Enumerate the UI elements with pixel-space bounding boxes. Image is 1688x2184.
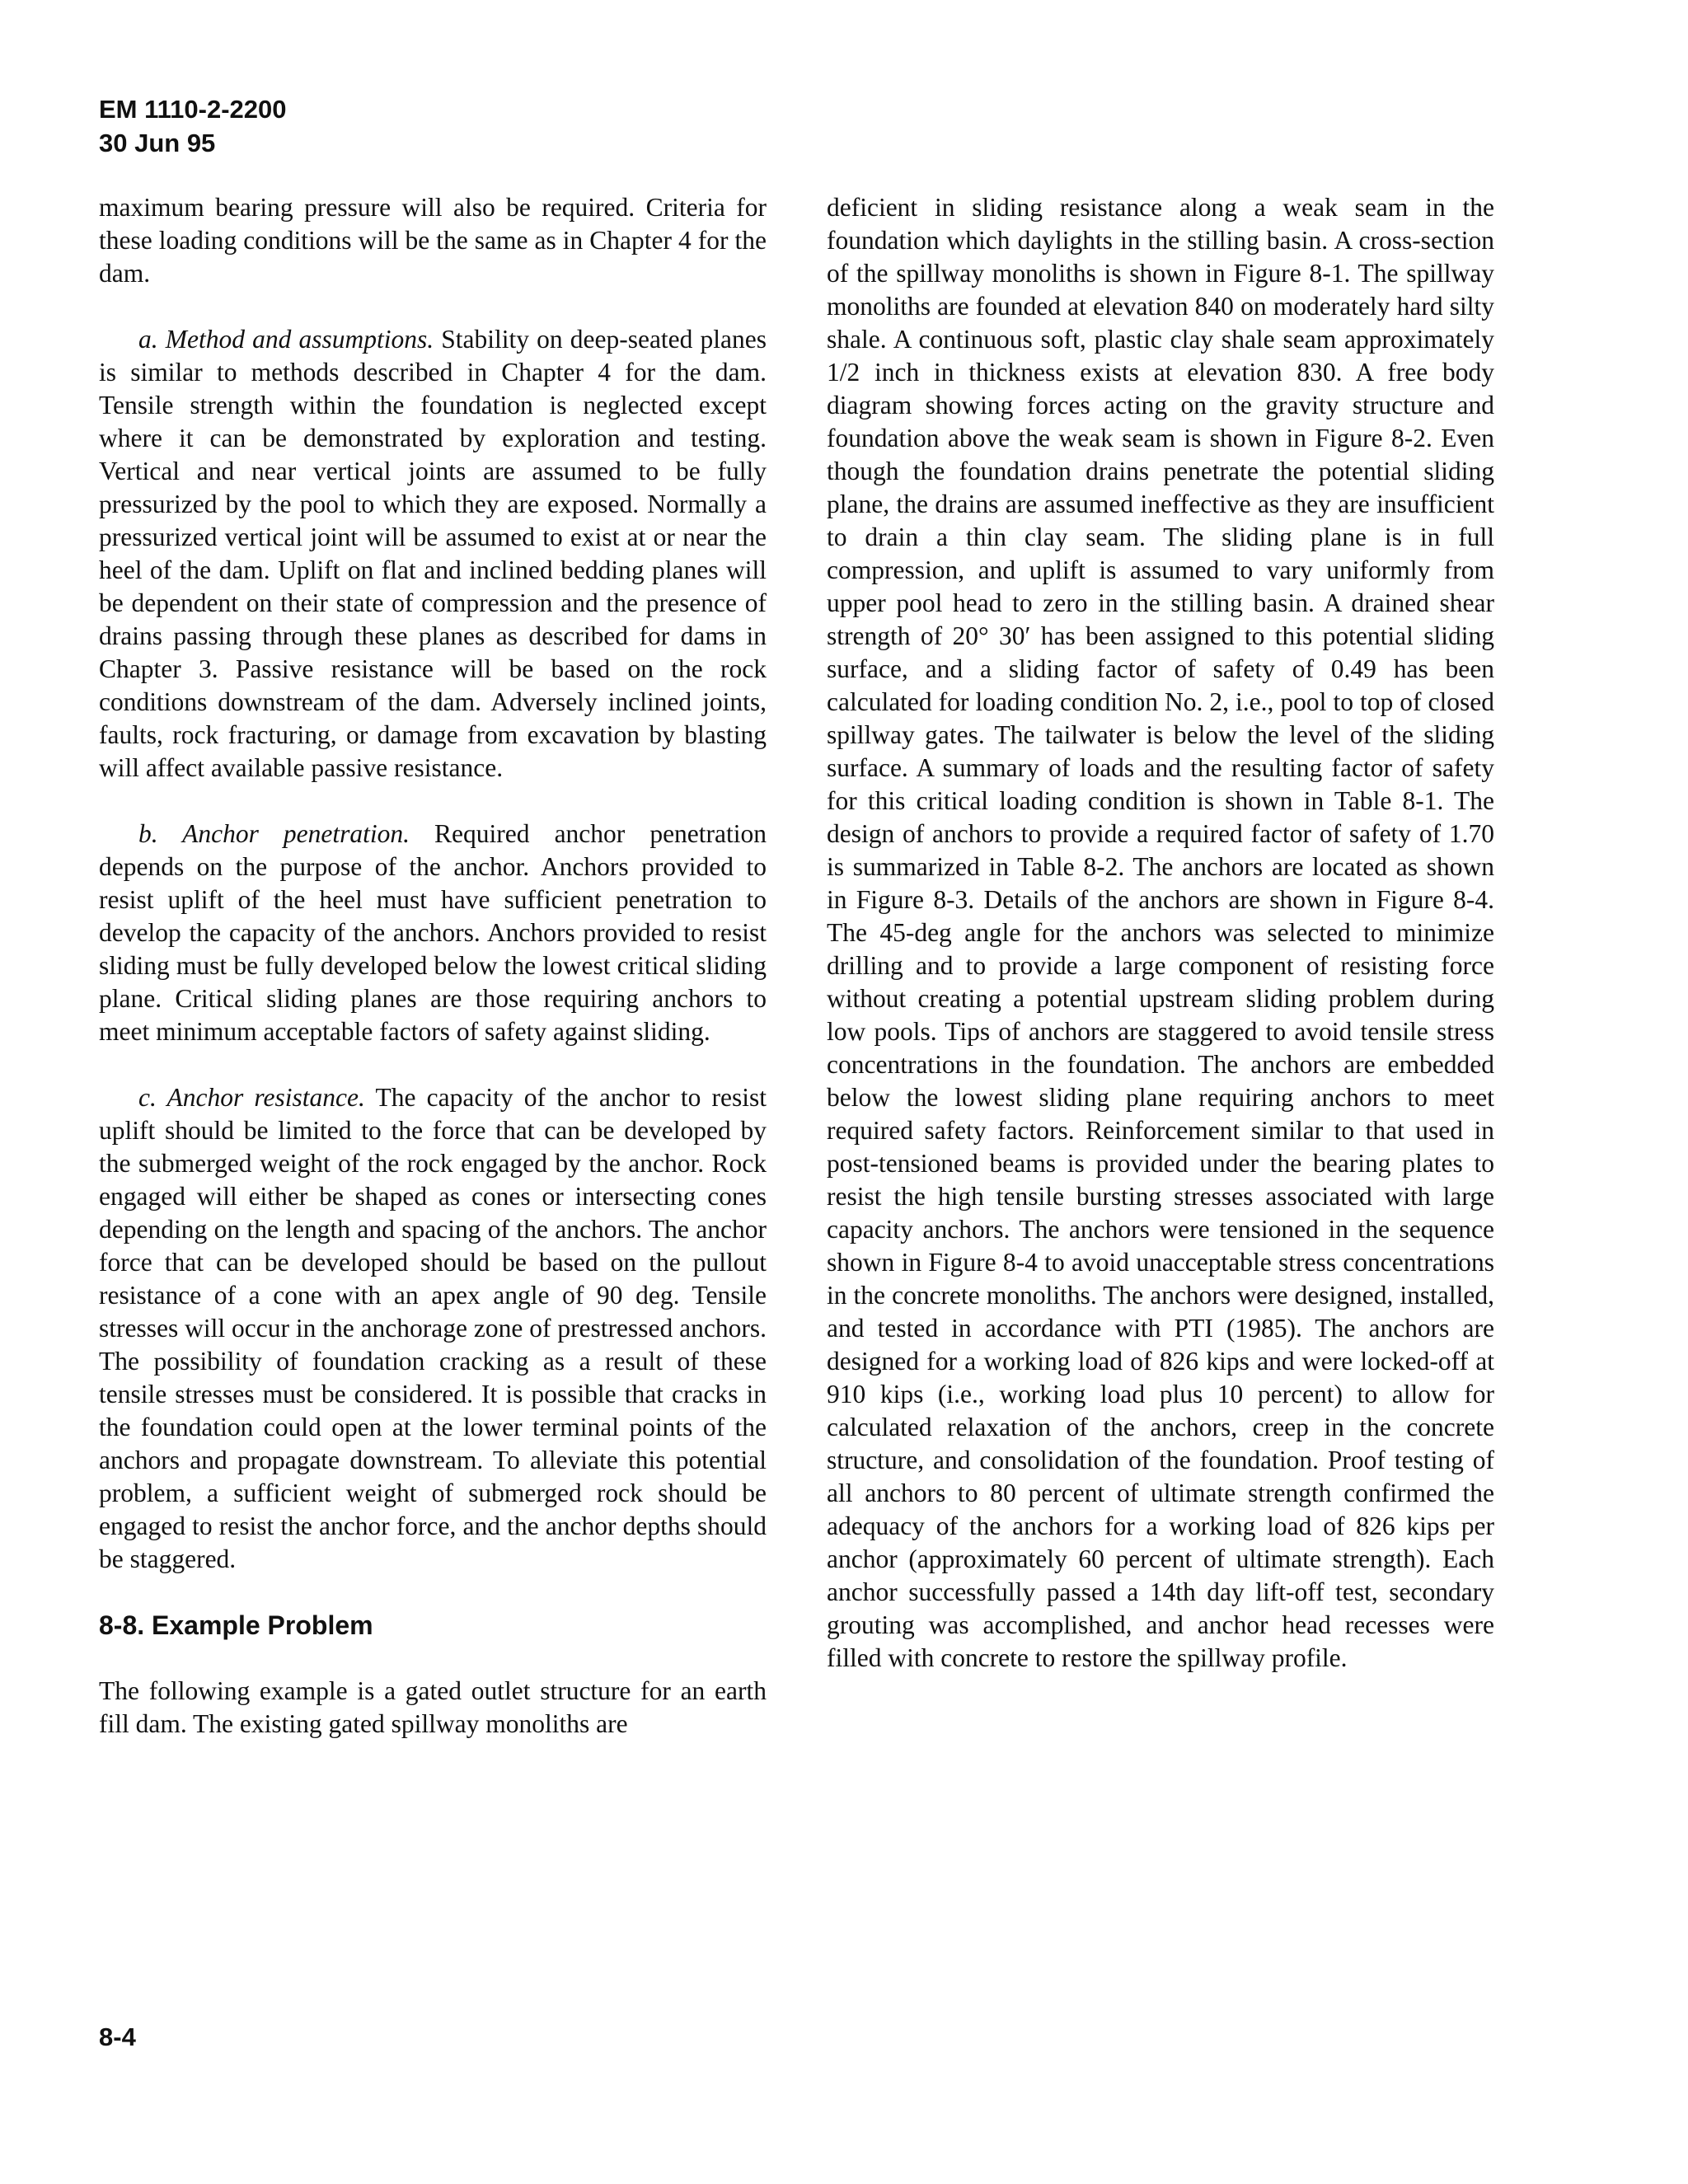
paragraph-runin-heading: c. Anchor resistance.	[138, 1083, 365, 1112]
paragraph-method-and-assumptions	[99, 323, 767, 785]
document-date: 30 Jun 95	[99, 129, 216, 157]
paragraph-anchor-resistance	[99, 1081, 767, 1576]
paragraph-body: Stability on deep-seated planes is similar to methods described in Chapter 4 for the dam. Tensile strength within the foundation is neglected except where it can be demonstrated by exploration and testing. Vertical and near vertical joints are assumed to be fully pressurized by the pool to which they are exposed. Normally a pressurized vertical joint will be assumed to exist at or near the heel of the dam. Uplift on flat and inclined bedding planes will be dependent on their state of compression and the presence of drains passing through these planes as described for dams in Chapter 3. Passive resistance will be based on the rock conditions downstream of the dam. Adversely inclined joints, faults, rock fracturing, or damage from excavation by blasting will affect available passive resistance.	[99, 325, 767, 782]
document-number: EM 1110-2-2200	[99, 95, 287, 124]
page-number: 8-4	[99, 2022, 136, 2051]
paragraph-runin-heading: b. Anchor penetration.	[138, 819, 410, 848]
intro-paragraph: maximum bearing pressure will also be required. Criteria for these loading conditions will be the same as in Chapter 4 for the dam.	[99, 193, 767, 288]
example-intro-paragraph: The following example is a gated outlet structure for an earth fill dam. The existing gated spillway monoliths are	[99, 1676, 767, 1738]
paragraph-body: Required anchor penetration depends on the purpose of the anchor. Anchors provided to resist uplift of the heel must have sufficient penetration to develop the capacity of the anchors. Anchors provided to resist sliding must be fully developed below the lowest critical sliding plane. Critical sliding planes are those requiring anchors to meet minimum acceptable factors of safety against sliding.	[99, 819, 767, 1046]
section-heading: 8-8. Example Problem	[99, 1610, 373, 1640]
page-header	[99, 92, 287, 160]
paragraph-runin-heading: a. Method and assumptions.	[138, 325, 434, 354]
left-column	[99, 191, 767, 1774]
paragraph-body: The capacity of the anchor to resist uplift should be limited to the force that can be developed by the submerged weight of the rock engaged by the anchor. Rock engaged will either be shaped as cones or intersecting cones depending on the length and spacing of the anchors. The anchor force that can be developed should be based on the pullout resistance of a cone with an apex angle of 90 deg. Tensile stresses will occur in the anchorage zone of prestressed anchors. The possibility of foundation cracking as a result of these tensile stresses must be considered. It is possible that cracks in the foundation could open at the lower terminal points of the anchors and propagate downstream. To alleviate this potential problem, a sufficient weight of submerged rock should be engaged to resist the anchor force, and the anchor depths should be staggered.	[99, 1083, 767, 1573]
example-continuation-paragraph: deficient in sliding resistance along a weak seam in the foundation which daylights in the stilling basin. A cross-section of the spillway monoliths is shown in Figure 8-1. The spillway monoliths are founded at elevation 840 on moderately hard silty shale. A continuous soft, plastic clay shale seam approximately 1/2 inch in thickness exists at elevation 830. A free body diagram showing forces acting on the gravity structure and foundation above the weak seam is shown in Figure 8-2. Even though the foundation drains penetrate the potential sliding plane, the drains are assumed ineffective as they are insufficient to drain a thin clay seam. The sliding plane is in full compression, and uplift is assumed to vary uniformly from upper pool head to zero in the stilling basin. A drained shear strength of 20° 30′ has been assigned to this potential sliding surface, and a sliding factor of safety of 0.49 has been calculated for loading condition No. 2, i.e., pool to top of closed spillway gates. The tailwater is below the level of the sliding surface. A summary of loads and the resulting factor of safety for this critical loading condition is shown in Table 8-1. The design of anchors to provide a required factor of safety of 1.70 is summarized in Table 8-2. The anchors are located as shown in Figure 8-3. Details of the anchors are shown in Figure 8-4. The 45-deg angle for the anchors was selected to minimize drilling and to provide a large component of resisting force without creating a potential upstream sliding problem during low pools. Tips of anchors are staggered to avoid tensile stress concentrations in the foundation. The anchors are embedded below the lowest sliding plane requiring anchors to meet required safety factors. Reinforcement similar to that used in post-tensioned beams is provided under the bearing plates to resist the high tensile bursting stresses associated with large capacity anchors. The anchors were tensioned in the sequence shown in Figure 8-4 to avoid unacceptable stress concentrations in the concrete monoliths. The anchors were designed, installed, and tested in accordance with PTI (1985). The anchors are designed for a working load of 826 kips and were locked-off at 910 kips (i.e., working load plus 10 percent) to allow for calculated relaxation of the anchors, creep in the concrete structure, and consolidation of the foundation. Proof testing of all anchors to 80 percent of ultimate strength confirmed the adequacy of the anchors for a working load of 826 kips per anchor (approximately 60 percent of ultimate strength). Each anchor successfully passed a 14th day lift-off test, secondary grouting was accomplished, and anchor head recesses were filled with concrete to restore the spillway profile.	[827, 193, 1494, 1672]
paragraph-anchor-penetration	[99, 818, 767, 1048]
right-column	[827, 191, 1494, 1708]
